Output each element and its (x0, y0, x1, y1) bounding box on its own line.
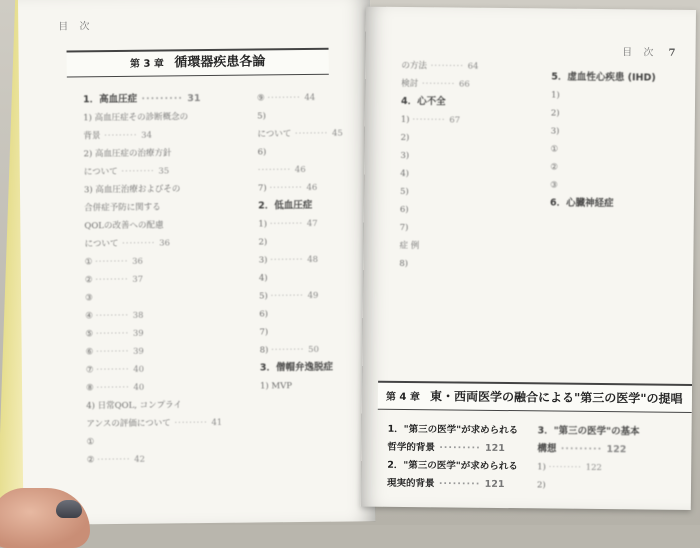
toc-entry-page: 40 (133, 383, 144, 393)
right-running-head (622, 43, 675, 59)
toc-entry-label: ⑧ (86, 383, 96, 393)
toc-entry-label: ② (87, 455, 97, 465)
toc-entry-page: 47 (307, 219, 318, 229)
toc-entry-page: 34 (141, 131, 152, 141)
toc-entry-label: について (85, 239, 119, 249)
toc-entry-label: 3) (259, 255, 271, 265)
toc-entry (401, 57, 551, 77)
toc-entry-page: 36 (159, 238, 170, 248)
toc-entry-label: ① (85, 257, 95, 267)
toc-entry (86, 396, 256, 416)
toc-entry (387, 457, 537, 477)
toc-entry-label: 検討 (401, 79, 418, 89)
toc-entry-label: について (84, 167, 118, 177)
toc-entry (259, 322, 375, 341)
toc-entry-leader: ········· (96, 347, 133, 357)
toc-entry-page: 39 (133, 347, 144, 357)
toc-entry-label: 2．"第三の医学"が求められる (387, 460, 518, 472)
toc-entry-label: 現実的背景 (387, 478, 435, 489)
toc-entry-leader: ········· (96, 329, 133, 339)
toc-entry-label: 1) 高血圧症その診断概念の (83, 112, 188, 123)
left-page (18, 0, 375, 525)
toc-entry (85, 306, 255, 326)
toc-entry-leader: ········· (270, 219, 307, 229)
toc-entry (257, 106, 375, 125)
toc-entry (257, 124, 375, 143)
toc-entry-label: 6) (258, 147, 267, 157)
toc-entry-leader: ········· (258, 165, 295, 175)
toc-entry-label: 1) MVP (260, 381, 292, 391)
toc-entry-label: 5) (259, 291, 271, 301)
toc-entry (260, 376, 376, 395)
toc-entry-leader: ········· (95, 257, 132, 267)
toc-entry-label: 3) (551, 126, 560, 136)
toc-entry-leader: ········· (412, 115, 449, 125)
toc-entry (260, 340, 376, 359)
toc-entry (260, 358, 376, 377)
toc-entry (550, 194, 690, 213)
toc-entry-page: 44 (304, 93, 315, 103)
right-chapter-heading (378, 381, 692, 413)
toc-entry-label: 1) (401, 115, 413, 125)
toc-entry-label: 症 例 (399, 241, 419, 251)
toc-entry-label: 2) (401, 133, 410, 143)
left-chapter-heading (67, 48, 329, 78)
toc-entry-page: 64 (468, 62, 479, 72)
toc-entry-label: ① (87, 437, 95, 447)
toc-entry-leader: ········· (96, 383, 133, 393)
toc-entry (400, 219, 550, 239)
toc-entry (85, 270, 255, 290)
toc-entry-leader: ········· (270, 255, 307, 265)
right-page-number: 7 (669, 48, 676, 59)
toc-entry-label: 5) (400, 187, 409, 197)
toc-entry-leader: ········· (95, 275, 132, 285)
toc-entry-leader: ········· (271, 291, 308, 301)
toc-column-e (387, 421, 538, 495)
toc-entry-label: ⑨ (257, 93, 267, 103)
toc-entry (86, 342, 256, 362)
thumbnail-nail (56, 500, 82, 518)
toc-entry (85, 288, 255, 308)
toc-entry-label: 7) (259, 327, 268, 337)
toc-entry (259, 268, 376, 287)
toc-entry-page: 31 (187, 93, 200, 104)
toc-entry (85, 252, 255, 272)
toc-entry-leader: ········· (97, 455, 134, 465)
toc-entry-leader: ········· (556, 444, 606, 456)
toc-entry (399, 255, 549, 275)
right-page (361, 7, 696, 510)
toc-column-f (537, 422, 688, 496)
toc-entry-leader: ········· (96, 365, 133, 375)
toc-entry-label: アンスの評価について (86, 418, 170, 429)
toc-entry (258, 142, 376, 161)
toc-entry (550, 176, 690, 195)
toc-entry-leader: ········· (267, 93, 304, 103)
toc-entry-leader: ········· (427, 61, 468, 71)
toc-entry-label: 6．心臓神経症 (550, 197, 614, 209)
toc-entry (83, 126, 253, 146)
toc-entry (399, 237, 549, 257)
toc-entry-label: 3．僧帽弁逸脱症 (260, 362, 333, 374)
toc-entry (400, 147, 550, 167)
toc-entry-page: 121 (485, 443, 505, 454)
toc-entry-label: ③ (85, 293, 93, 303)
toc-entry-label: 4) (259, 273, 268, 283)
toc-entry (259, 304, 375, 323)
toc-entry-page: 40 (133, 365, 144, 375)
toc-entry-page: 66 (459, 80, 470, 90)
toc-entry-label: 6) (400, 205, 409, 215)
toc-entry-label: 5) (257, 111, 266, 121)
toc-entry-label: ⑥ (86, 347, 96, 357)
toc-entry-label: の方法 (401, 61, 427, 71)
toc-entry-page: 39 (133, 329, 144, 339)
toc-entry-page: 67 (449, 115, 460, 125)
toc-entry-label: 合併症予防に関する (84, 203, 161, 214)
toc-entry-leader: ········· (269, 183, 306, 193)
toc-entry-label: 1) (551, 90, 560, 100)
toc-entry-page: 35 (158, 166, 169, 176)
toc-entry-label: 7) (258, 183, 270, 193)
toc-entry (387, 475, 537, 495)
toc-entry-label: 4．心不全 (401, 96, 446, 107)
toc-entry-page: 37 (132, 275, 143, 285)
toc-entry (400, 165, 550, 185)
toc-entry-page: 49 (308, 291, 319, 301)
toc-entry (551, 122, 691, 141)
toc-entry-label: 2) (551, 108, 560, 118)
toc-entry-leader: ········· (137, 93, 187, 105)
toc-entry (258, 178, 376, 197)
toc-entry-label: 1．高血圧症 (83, 94, 137, 106)
toc-entry (550, 140, 690, 159)
left-chapter-title: 循環器疾患各論 (174, 54, 265, 70)
toc-column-b (257, 88, 376, 395)
toc-entry (537, 476, 687, 496)
toc-entry-label: 2) 高血圧症の治療方針 (84, 148, 172, 159)
toc-entry-page: 41 (211, 418, 222, 428)
toc-entry (258, 196, 375, 215)
toc-entry (387, 439, 537, 459)
toc-entry-label: 2) (537, 480, 546, 490)
toc-entry (258, 232, 375, 251)
toc-entry-page: 45 (332, 129, 343, 139)
toc-entry-label: 背景 (83, 131, 100, 141)
toc-entry-label: 1．"第三の医学"が求められる (388, 424, 519, 436)
toc-entry (86, 360, 256, 380)
toc-entry (401, 129, 551, 149)
right-chapter-title: 東・西両医学の融合による"第三の医学"の提唱 (430, 389, 683, 406)
toc-entry-page: 36 (132, 257, 143, 267)
toc-entry (551, 86, 691, 105)
toc-entry-label: 7) (400, 223, 409, 233)
toc-column-d (550, 68, 692, 213)
toc-entry-label: 1) (258, 219, 270, 229)
toc-entry-page: 122 (606, 444, 626, 455)
toc-entry-label: ② (550, 162, 558, 172)
toc-entry-label: QOLの改善への配慮 (84, 220, 163, 231)
toc-entry (84, 180, 254, 200)
toc-entry (87, 432, 257, 452)
toc-entry (401, 93, 551, 113)
toc-entry-label: 3) 高血圧治療およびその (84, 184, 181, 195)
toc-entry-label: ① (550, 144, 558, 154)
toc-entry-page: 48 (307, 255, 318, 265)
toc-entry-leader: ········· (118, 239, 159, 249)
toc-entry (401, 111, 551, 131)
toc-entry-leader: ········· (118, 167, 159, 177)
toc-entry (259, 250, 376, 269)
toc-entry (551, 104, 691, 123)
toc-entry-page: 46 (295, 165, 306, 175)
toc-entry (258, 160, 376, 179)
toc-entry-leader: ········· (271, 345, 308, 355)
right-running-head-label: 目 次 (622, 47, 657, 58)
toc-entry-label: 6) (259, 309, 268, 319)
toc-entry (537, 422, 687, 442)
toc-entry-leader: ········· (171, 418, 212, 428)
toc-column-a (83, 90, 257, 470)
toc-entry-label: 8) (260, 345, 272, 355)
toc-entry (84, 216, 254, 236)
toc-entry-page: 122 (586, 463, 602, 473)
toc-entry (400, 183, 550, 203)
toc-entry-label: ③ (550, 180, 558, 190)
toc-column-c (399, 57, 551, 275)
toc-entry (537, 458, 687, 478)
toc-entry-label: ⑤ (85, 329, 95, 339)
toc-entry (258, 214, 375, 233)
toc-entry-leader: ········· (434, 478, 484, 490)
left-chapter-number: 第 3 章 (130, 58, 164, 69)
toc-entry (83, 90, 253, 110)
toc-entry-label: ⑦ (86, 365, 96, 375)
toc-entry (401, 75, 551, 95)
toc-entry (85, 324, 255, 344)
toc-entry-label: について (257, 129, 291, 139)
toc-entry-leader: ········· (96, 311, 133, 321)
toc-entry (84, 234, 254, 254)
toc-entry (84, 162, 254, 182)
left-running-head: 目 次 (58, 17, 93, 32)
toc-entry-page: 50 (308, 345, 319, 355)
toc-entry-page: 46 (306, 183, 317, 193)
toc-entry (84, 198, 254, 218)
toc-entry-label: 4) 日常QOL, コンプライ (86, 400, 182, 411)
toc-entry (83, 108, 253, 128)
toc-entry (84, 144, 254, 164)
toc-entry-label: ④ (85, 311, 95, 321)
toc-entry (86, 378, 256, 398)
toc-entry (551, 68, 691, 87)
toc-entry-label: 8) (399, 259, 408, 269)
toc-entry (387, 421, 537, 441)
toc-entry-label: 3) (400, 151, 409, 161)
toc-entry-label: 5．虚血性心疾患 (IHD) (551, 71, 656, 83)
toc-entry-leader: ········· (549, 462, 586, 472)
toc-entry-page: 38 (133, 311, 144, 321)
toc-entry (87, 450, 257, 470)
toc-entry (86, 414, 256, 434)
toc-entry-page: 121 (485, 479, 505, 490)
toc-entry-label: 構想 (537, 443, 556, 454)
right-chapter-number: 第 4 章 (386, 392, 420, 403)
toc-entry-label: 2) (259, 237, 268, 247)
toc-entry (537, 440, 687, 460)
toc-entry-label: 2．低血圧症 (258, 200, 312, 212)
toc-entry-leader: ········· (418, 79, 459, 89)
toc-entry-leader: ········· (435, 442, 485, 454)
toc-entry (550, 158, 690, 177)
toc-entry (257, 88, 375, 107)
toc-entry-page: 42 (134, 455, 145, 465)
toc-entry-label: ② (85, 275, 95, 285)
toc-entry-leader: ········· (100, 131, 141, 141)
toc-entry (400, 201, 550, 221)
toc-entry-label: 哲学的背景 (387, 442, 435, 453)
toc-entry-label: 1) (537, 462, 549, 472)
toc-entry-label: 3．"第三の医学"の基本 (538, 425, 640, 437)
toc-entry-label: 4) (400, 169, 409, 179)
toc-entry-leader: ········· (291, 129, 332, 139)
toc-entry (259, 286, 375, 305)
